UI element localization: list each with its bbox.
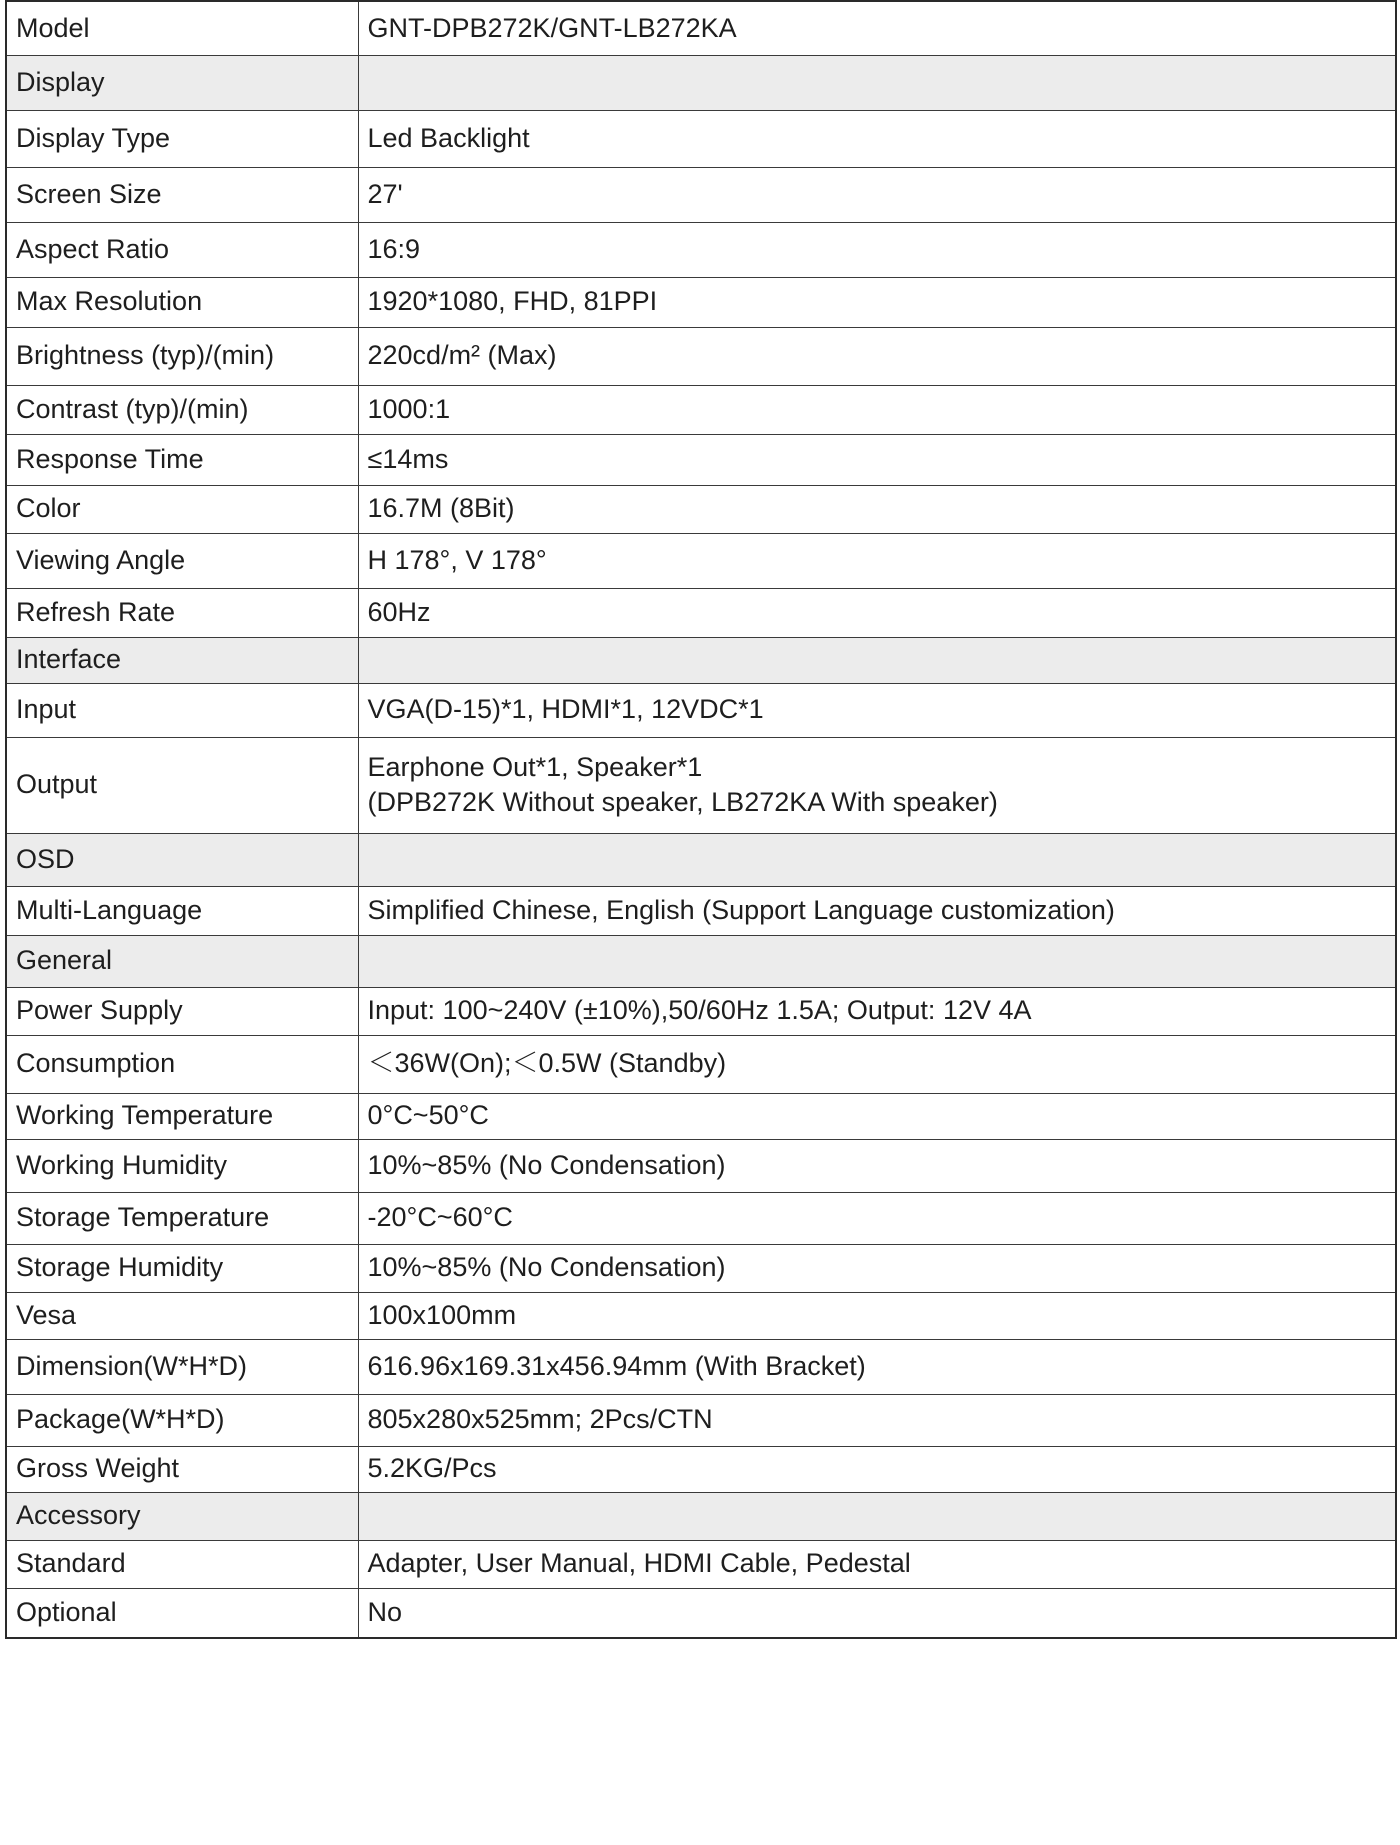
- spec-value: 60Hz: [358, 588, 1396, 637]
- section-row-accessory: [6, 1492, 1396, 1540]
- section-heading-filler: [358, 1492, 1396, 1540]
- spec-value: 10%~85% (No Condensation): [358, 1244, 1396, 1292]
- spec-value: 0°C~50°C: [358, 1093, 1396, 1139]
- spec-value: Input: 100~240V (±10%),50/60Hz 1.5A; Output: 12V 4A: [358, 987, 1396, 1035]
- spec-label: Working Temperature: [6, 1093, 358, 1139]
- spec-row-optional: [6, 1588, 1396, 1638]
- spec-row-display-type: [6, 110, 1396, 167]
- spec-row-refresh-rate: [6, 588, 1396, 637]
- section-heading-filler: [358, 55, 1396, 110]
- spec-label: Max Resolution: [6, 277, 358, 327]
- spec-value: 5.2KG/Pcs: [358, 1446, 1396, 1492]
- spec-value: GNT-DPB272K/GNT-LB272KA: [358, 1, 1396, 55]
- spec-label: Working Humidity: [6, 1139, 358, 1192]
- spec-row-screen-size: [6, 167, 1396, 222]
- spec-value: [358, 737, 1396, 833]
- spec-row-multi-language: [6, 886, 1396, 935]
- spec-value: -20°C~60°C: [358, 1192, 1396, 1244]
- spec-label: Standard: [6, 1540, 358, 1588]
- spec-row-output: [6, 737, 1396, 833]
- spec-row-dimension-w-h-d: [6, 1339, 1396, 1394]
- spec-value: ≤14ms: [358, 434, 1396, 485]
- spec-label: Refresh Rate: [6, 588, 358, 637]
- spec-row-working-temperature: [6, 1093, 1396, 1139]
- spec-row-contrast-typ-min: [6, 385, 1396, 434]
- section-heading: OSD: [6, 833, 358, 886]
- spec-value: H 178°, V 178°: [358, 533, 1396, 588]
- spec-value: Led Backlight: [358, 110, 1396, 167]
- spec-label: Color: [6, 485, 358, 533]
- section-row-interface: [6, 637, 1396, 683]
- spec-value: 805x280x525mm; 2Pcs/CTN: [358, 1394, 1396, 1446]
- spec-row-gross-weight: [6, 1446, 1396, 1492]
- section-heading-filler: [358, 833, 1396, 886]
- spec-label: Power Supply: [6, 987, 358, 1035]
- spec-row-response-time: [6, 434, 1396, 485]
- spec-row-aspect-ratio: [6, 222, 1396, 277]
- spec-row-storage-temperature: [6, 1192, 1396, 1244]
- spec-row-vesa: [6, 1292, 1396, 1339]
- spec-value: 1000:1: [358, 385, 1396, 434]
- section-heading: Interface: [6, 637, 358, 683]
- section-heading: Accessory: [6, 1492, 358, 1540]
- spec-value-line: (DPB272K Without speaker, LB272KA With speaker): [367, 787, 998, 817]
- spec-value: 100x100mm: [358, 1292, 1396, 1339]
- spec-value-line: Earphone Out*1, Speaker*1: [367, 751, 703, 782]
- section-row-display: [6, 55, 1396, 110]
- spec-label: Storage Humidity: [6, 1244, 358, 1292]
- spec-value: Simplified Chinese, English (Support Language customization): [358, 886, 1396, 935]
- spec-value: ＜36W(On);＜0.5W (Standby): [358, 1035, 1396, 1093]
- spec-label: Aspect Ratio: [6, 222, 358, 277]
- spec-row-model: [6, 1, 1396, 55]
- section-heading-filler: [358, 637, 1396, 683]
- spec-value: 16.7M (8Bit): [358, 485, 1396, 533]
- spec-label: Multi-Language: [6, 886, 358, 935]
- spec-value: 220cd/m² (Max): [358, 327, 1396, 385]
- section-heading: Display: [6, 55, 358, 110]
- spec-value: 616.96x169.31x456.94mm (With Bracket): [358, 1339, 1396, 1394]
- spec-label: Dimension(W*H*D): [6, 1339, 358, 1394]
- spec-label: Storage Temperature: [6, 1192, 358, 1244]
- spec-row-input: [6, 683, 1396, 737]
- section-row-osd: [6, 833, 1396, 886]
- spec-row-standard: [6, 1540, 1396, 1588]
- spec-table-body: [6, 1, 1396, 1638]
- spec-value: VGA(D-15)*1, HDMI*1, 12VDC*1: [358, 683, 1396, 737]
- spec-value: 27': [358, 167, 1396, 222]
- spec-label: Contrast (typ)/(min): [6, 385, 358, 434]
- spec-row-working-humidity: [6, 1139, 1396, 1192]
- spec-label: Input: [6, 683, 358, 737]
- spec-label: Viewing Angle: [6, 533, 358, 588]
- spec-row-package-w-h-d: [6, 1394, 1396, 1446]
- spec-row-power-supply: [6, 987, 1396, 1035]
- spec-value: 1920*1080, FHD, 81PPI: [358, 277, 1396, 327]
- spec-label: Gross Weight: [6, 1446, 358, 1492]
- spec-row-viewing-angle: [6, 533, 1396, 588]
- spec-label: Model: [6, 1, 358, 55]
- spec-value: No: [358, 1588, 1396, 1638]
- spec-row-consumption: [6, 1035, 1396, 1093]
- spec-value: Adapter, User Manual, HDMI Cable, Pedestal: [358, 1540, 1396, 1588]
- spec-row-max-resolution: [6, 277, 1396, 327]
- spec-label: Screen Size: [6, 167, 358, 222]
- spec-label: Display Type: [6, 110, 358, 167]
- section-heading-filler: [358, 935, 1396, 987]
- spec-label: Response Time: [6, 434, 358, 485]
- spec-label: Optional: [6, 1588, 358, 1638]
- spec-row-color: [6, 485, 1396, 533]
- spec-label: Vesa: [6, 1292, 358, 1339]
- spec-label: Package(W*H*D): [6, 1394, 358, 1446]
- spec-table: [5, 0, 1397, 1639]
- section-heading: General: [6, 935, 358, 987]
- spec-value: 10%~85% (No Condensation): [358, 1139, 1396, 1192]
- spec-value: 16:9: [358, 222, 1396, 277]
- spec-label: Brightness (typ)/(min): [6, 327, 358, 385]
- spec-row-storage-humidity: [6, 1244, 1396, 1292]
- spec-label: Consumption: [6, 1035, 358, 1093]
- spec-label: Output: [6, 737, 358, 833]
- section-row-general: [6, 935, 1396, 987]
- spec-row-brightness-typ-min: [6, 327, 1396, 385]
